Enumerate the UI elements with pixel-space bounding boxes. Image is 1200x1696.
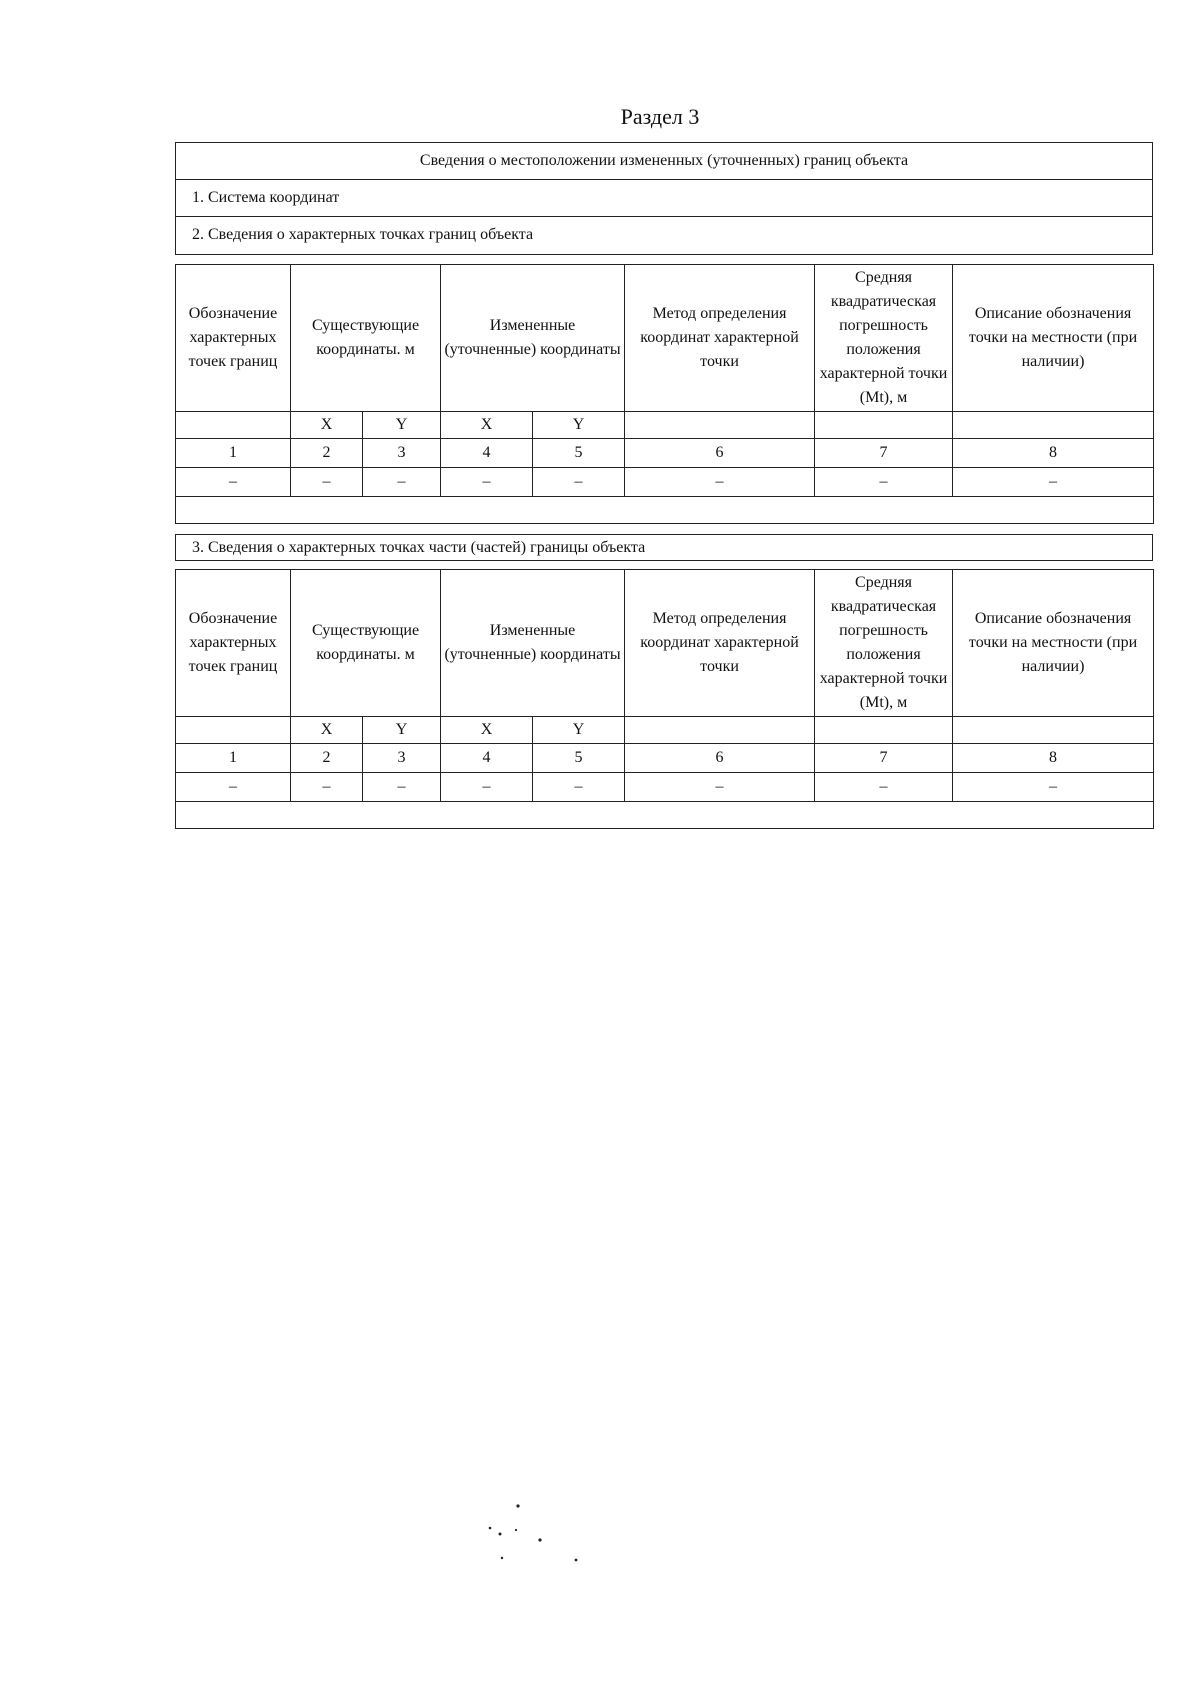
col-number: 5 bbox=[533, 744, 625, 773]
col-description: Описание обозначения точки на местности (при наличии) bbox=[953, 570, 1154, 717]
col-number: 3 bbox=[363, 744, 441, 773]
cell-dash: – bbox=[363, 468, 441, 497]
col-number: 5 bbox=[533, 439, 625, 468]
col-error: Средняя квадратическая погрешность положения характерной точки (Mt), м bbox=[815, 265, 953, 412]
col-method: Метод определения координат характерной точки bbox=[625, 570, 815, 717]
section-title: Раздел 3 bbox=[620, 104, 700, 129]
header-box bbox=[175, 142, 1153, 255]
col-y: Y bbox=[363, 717, 441, 744]
col-number: 3 bbox=[363, 439, 441, 468]
col-changed: Измененные (уточненные) координаты bbox=[441, 265, 625, 412]
col-number: 8 bbox=[953, 439, 1154, 468]
cell-dash: – bbox=[953, 468, 1154, 497]
table-subheader-row bbox=[176, 412, 1154, 439]
col-existing: Существующие координаты. м bbox=[291, 570, 441, 717]
col-number: 2 bbox=[291, 439, 363, 468]
col-number: 6 bbox=[625, 439, 815, 468]
cell-dash: – bbox=[176, 773, 291, 802]
table-blank-row bbox=[176, 497, 1154, 524]
col-y: Y bbox=[533, 717, 625, 744]
cell-dash: – bbox=[625, 773, 815, 802]
col-number: 1 bbox=[176, 439, 291, 468]
col-x: X bbox=[291, 717, 363, 744]
col-number: 4 bbox=[441, 744, 533, 773]
boundary-points-table bbox=[175, 264, 1154, 524]
part-boundary-item: 3. Сведения о характерных точках части (частей) границы объекта bbox=[175, 534, 1153, 561]
cell-dash: – bbox=[953, 773, 1154, 802]
cell-dash: – bbox=[291, 773, 363, 802]
col-method: Метод определения координат характерной точки bbox=[625, 265, 815, 412]
col-number: 2 bbox=[291, 744, 363, 773]
col-error: Средняя квадратическая погрешность положения характерной точки (Mt), м bbox=[815, 570, 953, 717]
cell-dash: – bbox=[176, 468, 291, 497]
col-x: X bbox=[441, 412, 533, 439]
col-x: X bbox=[441, 717, 533, 744]
col-number: 8 bbox=[953, 744, 1154, 773]
col-x: X bbox=[291, 412, 363, 439]
cell-dash: – bbox=[815, 468, 953, 497]
table-header-row bbox=[176, 265, 1154, 412]
col-number: 4 bbox=[441, 439, 533, 468]
col-designation: Обозначение характерных точек границ bbox=[176, 265, 291, 412]
col-existing: Существующие координаты. м bbox=[291, 265, 441, 412]
cell-dash: – bbox=[441, 773, 533, 802]
col-number: 6 bbox=[625, 744, 815, 773]
table-number-row bbox=[176, 439, 1154, 468]
cell-dash: – bbox=[291, 468, 363, 497]
table-blank-row bbox=[176, 802, 1154, 829]
scan-specks bbox=[480, 1500, 590, 1570]
cell-dash: – bbox=[441, 468, 533, 497]
col-y: Y bbox=[363, 412, 441, 439]
boundary-points-item: 2. Сведения о характерных точках границ объекта bbox=[192, 226, 534, 243]
cell-dash: – bbox=[625, 468, 815, 497]
table-number-row bbox=[176, 744, 1154, 773]
part-boundary-points-table bbox=[175, 569, 1154, 829]
cell-dash: – bbox=[815, 773, 953, 802]
cell-dash: – bbox=[533, 773, 625, 802]
col-number: 1 bbox=[176, 744, 291, 773]
col-designation: Обозначение характерных точек границ bbox=[176, 570, 291, 717]
col-description: Описание обозначения точки на местности (при наличии) bbox=[953, 265, 1154, 412]
header-caption: Сведения о местоположении измененных (уточненных) границ объекта bbox=[176, 143, 1152, 180]
table-row bbox=[176, 468, 1154, 497]
table-subheader-row bbox=[176, 717, 1154, 744]
cell-dash: – bbox=[363, 773, 441, 802]
table-row bbox=[176, 773, 1154, 802]
coordinate-system-item: 1. Система координат bbox=[176, 180, 1152, 217]
col-number: 7 bbox=[815, 744, 953, 773]
table-header-row bbox=[176, 570, 1154, 717]
col-y: Y bbox=[533, 412, 625, 439]
col-number: 7 bbox=[815, 439, 953, 468]
col-changed: Измененные (уточненные) координаты bbox=[441, 570, 625, 717]
cell-dash: – bbox=[533, 468, 625, 497]
